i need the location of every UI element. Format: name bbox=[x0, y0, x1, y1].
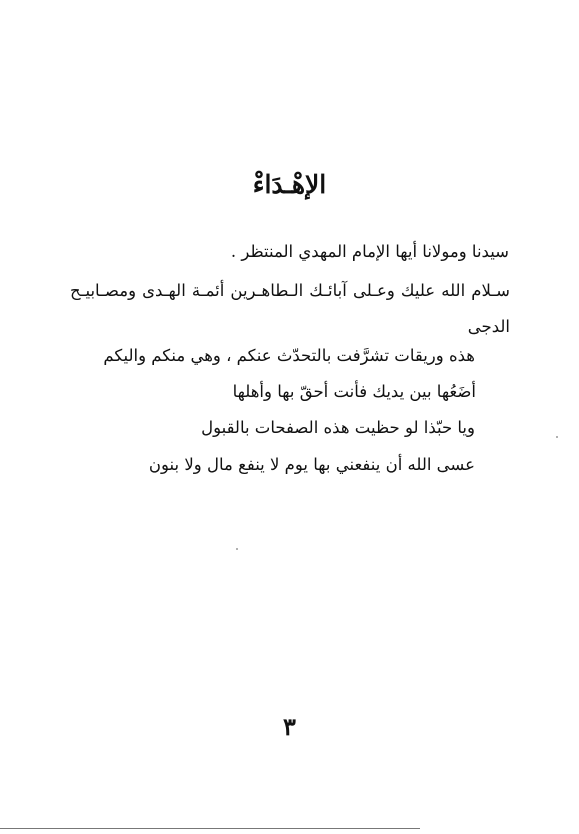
scan-speck bbox=[556, 436, 558, 438]
dedication-line: هذه وريقات تشرَّفت بالتحدّث عنكم ، وهي منكم واليكم bbox=[103, 346, 475, 365]
dedication-line: ويا حبّذا لو حظيت هذه الصفحات بالقبول bbox=[201, 418, 475, 437]
page-number: ٣ bbox=[283, 712, 296, 741]
dedication-title: الإهْـدَاءْ bbox=[252, 170, 327, 199]
dedication-line: أضَعُها بين يديك فأنت أحقّ بها وأهلها bbox=[232, 382, 476, 401]
bottom-scan-line bbox=[0, 828, 420, 829]
dedication-line: عسى الله أن ينفعني بها يوم لا ينفع مال ولا بنون bbox=[148, 455, 475, 474]
dedication-line: سـلام الله عليك وعـلى آبائـك الـطاهـرين أئمـة الهـدى ومصـابيـح bbox=[70, 281, 510, 300]
dedication-line: سيدنا ومولانا أيها الإمام المهدي المنتظر . bbox=[230, 242, 509, 261]
scan-speck bbox=[236, 548, 238, 550]
dedication-line: الدجى bbox=[467, 317, 510, 336]
